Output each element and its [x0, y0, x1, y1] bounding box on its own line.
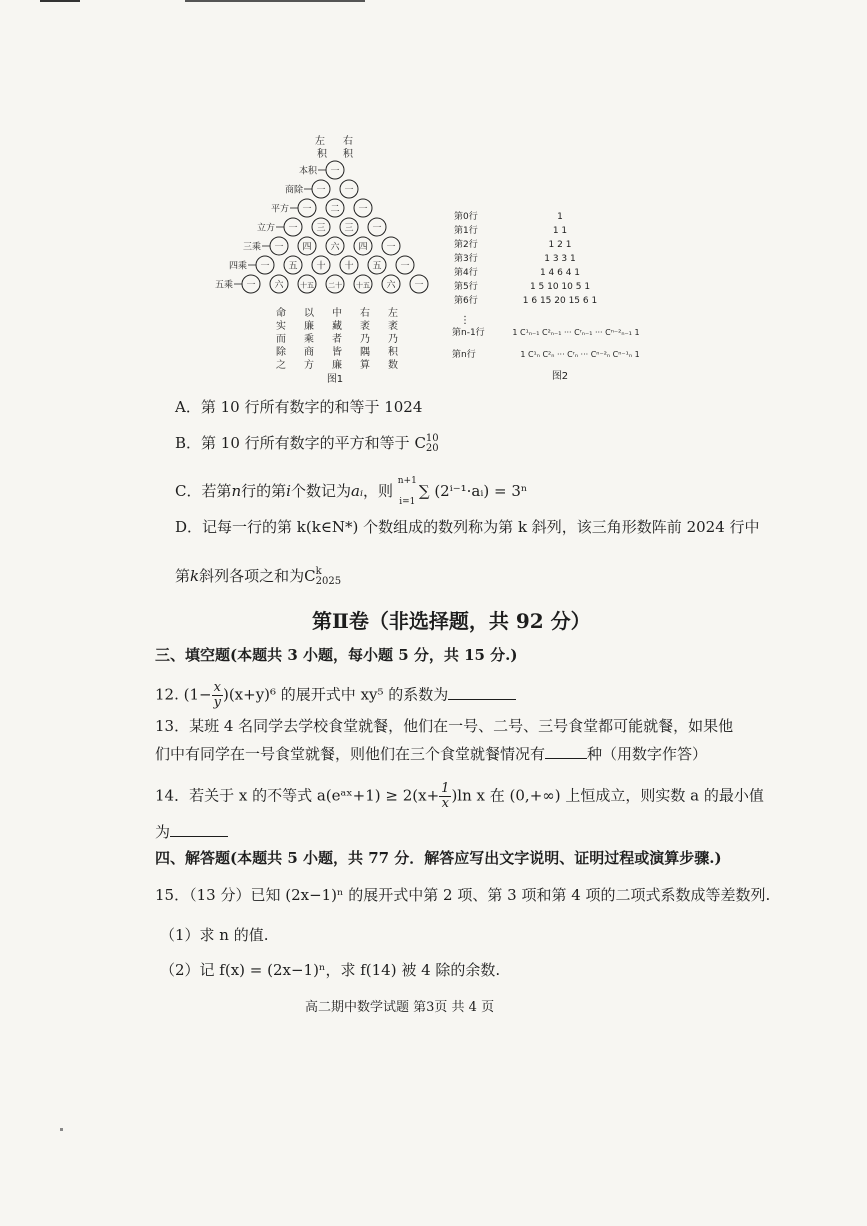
q13-text: 种（用数字作答）	[587, 745, 708, 763]
fig1-node-label: 六	[386, 280, 396, 291]
fig1-bottom-text: 实	[276, 321, 286, 332]
fig1-bottom-text: 乃	[360, 334, 370, 345]
q14-text: 为	[155, 823, 171, 841]
fig1-row-label: 三乘	[242, 242, 261, 253]
fig1-row-label: 四乘	[228, 261, 247, 272]
var-k: k	[190, 567, 200, 585]
q12-text: )(x+y)⁶ 的展开式中 xy⁵ 的系数为	[222, 685, 449, 704]
fig1-bottom-text: 皆	[332, 347, 342, 358]
option-d-line2	[175, 566, 341, 587]
fig1-bottom-text: 之	[276, 360, 286, 371]
section-2-title: 第Ⅱ卷（非选择题，共 92 分）	[312, 609, 591, 633]
fig1-row-label: 本积	[298, 166, 317, 177]
fig1-row-label: 五乘	[214, 280, 233, 291]
fig1-node-label: 四	[358, 242, 368, 253]
option-a: A．第 10 行所有数字的和等于 1024	[175, 398, 423, 416]
fig2-row-label: 第5行	[454, 282, 478, 292]
fig1-top-label: 积	[317, 149, 327, 160]
question-14-line2	[155, 822, 228, 842]
fig1-bottom-text: 算	[360, 360, 370, 371]
fig2-row-values: 1 C¹ₙ C²ₙ ··· Cʳₙ ··· Cⁿ⁻²ₙ Cⁿ⁻¹ₙ 1	[520, 350, 640, 359]
question-12	[155, 681, 516, 710]
fig1-node-label: 五	[372, 261, 382, 272]
fig1-node-label: 六	[274, 280, 284, 291]
fig1-node-label: 十五	[300, 281, 314, 290]
q13-text: 们中有同学在一号食堂就餐，则他们在三个食堂就餐情况有	[155, 745, 546, 763]
figure-2-pascal-table	[448, 205, 688, 385]
fraction-numerator: x	[212, 681, 223, 696]
fraction-numerator: 1	[441, 781, 450, 796]
fig1-node-label: 六	[330, 242, 340, 253]
fig1-bottom-text: 袤	[360, 321, 370, 332]
fig2-row-label: 第n-1行	[452, 328, 485, 338]
part-3-heading: 三、填空题(本题共 3 小题，每小题 5 分，共 15 分.)	[155, 646, 518, 664]
fig1-bottom-text: 方	[304, 360, 314, 371]
fig2-row-values: 1 1	[552, 226, 568, 236]
fig1-bottom-text: 除	[276, 347, 286, 358]
fig1-node-label: 十	[316, 261, 326, 272]
fig1-bottom-text: 乘	[304, 334, 314, 345]
fig2-caption: 图2	[551, 371, 569, 382]
fig1-bottom-text: 藏	[332, 321, 342, 332]
option-c	[175, 477, 527, 507]
fig2-row-label: 第4行	[454, 268, 478, 278]
top-rule	[185, 0, 365, 2]
var-i: i	[286, 482, 291, 500]
fig1-row-label: 平方	[270, 204, 289, 215]
fig1-bottom-text: 以	[304, 308, 314, 319]
fig1-node-label: 一	[414, 280, 424, 291]
fig1-node-label: 三	[316, 223, 326, 234]
fig2-row-values: 1 4 6 4 1	[539, 268, 581, 278]
q14-fraction	[439, 782, 451, 811]
fig2-row-label: 第3行	[454, 254, 478, 264]
option-c-text: 个数记为	[290, 482, 351, 500]
fig1-top-label: 右	[343, 136, 353, 147]
question-13-line2	[155, 744, 707, 764]
option-d-text: 斜列各项之和为	[199, 567, 305, 585]
question-15-part-1: （1）求 n 的值.	[160, 926, 269, 944]
fig1-bottom-text: 商	[304, 347, 314, 358]
sum-upper: n+1	[397, 476, 417, 486]
fig1-node-label: 五	[288, 261, 298, 272]
q14-text: )ln x 在 (0,+∞) 上恒成立，则实数 a 的最小值	[451, 786, 764, 805]
fig1-top-label: 左	[315, 136, 325, 147]
var-n: n	[231, 482, 242, 500]
option-d-text: 第	[175, 567, 191, 585]
fig1-node-label: 一	[288, 223, 298, 234]
fig2-row-values: 1 5 10 10 5 1	[529, 282, 591, 292]
fig1-node-label: 一	[344, 185, 354, 196]
fig2-row-label: 第6行	[454, 296, 478, 306]
option-b	[175, 433, 439, 454]
sum-expression: ∑ (2ⁱ⁻¹·aᵢ) = 3ⁿ	[418, 482, 528, 500]
fraction-denominator: x	[441, 796, 449, 811]
fig1-node-label: 一	[260, 261, 270, 272]
fig1-bottom-text: 袤	[388, 321, 398, 332]
fig1-bottom-text: 隅	[360, 347, 370, 358]
fig2-row-label: 第0行	[454, 212, 478, 222]
part-4-heading: 四、解答题(本题共 5 小题，共 77 分．解答应写出文字说明、证明过程或演算步骤.)	[155, 849, 722, 867]
fig2-row-values: 1 3 3 1	[544, 254, 576, 264]
fig2-row-label: 第1行	[454, 226, 478, 236]
option-c-text: C．若第	[175, 482, 232, 500]
fraction-denominator: y	[213, 695, 221, 710]
fig2-row-values: 1 C¹ₙ₋₁ C²ₙ₋₁ ··· Cʳₙ₋₁ ··· Cⁿ⁻²ₙ₋₁ 1	[512, 328, 640, 337]
fig1-node-label: 一	[386, 242, 396, 253]
question-number: 12.	[155, 685, 179, 704]
binom-sup: 10	[425, 433, 439, 444]
fig1-top-label: 积	[343, 149, 353, 160]
binom-sub: 2025	[315, 576, 342, 587]
fig1-bottom-text: 而	[276, 334, 286, 345]
fig1-bottom-text: 积	[388, 347, 398, 358]
fig1-bottom-text: 中	[332, 308, 342, 319]
fig1-node-label: 十	[344, 261, 354, 272]
binom-sup: k	[315, 566, 322, 577]
fig1-bottom-text: 数	[388, 360, 398, 371]
question-14	[155, 782, 764, 811]
fig1-row-label: 商除	[284, 185, 303, 196]
fig2-ellipsis: ⋮	[460, 315, 470, 326]
fig1-node-label: 三	[344, 223, 354, 234]
figure-1-yang-hui-triangle	[214, 130, 435, 385]
page-footer: 高二期中数学试题 第3页 共 4 页	[305, 1000, 495, 1015]
answer-blank[interactable]	[545, 744, 587, 759]
question-13-line1: 13．某班 4 名同学去学校食堂就餐，他们在一号、二号、三号食堂都可能就餐，如果他	[155, 717, 734, 735]
fig1-node-label: 一	[302, 204, 312, 215]
answer-blank[interactable]	[170, 822, 228, 837]
option-c-text: 行的第	[241, 482, 287, 500]
fig1-bottom-text: 右	[360, 308, 370, 319]
fig1-node-label: 二	[330, 204, 340, 215]
q12-expr: (1−	[183, 685, 212, 704]
scan-mark	[60, 1128, 63, 1131]
fig2-row-label: 第2行	[454, 240, 478, 250]
option-c-text: ，则	[362, 482, 393, 500]
q14-text: 14．若关于 x 的不等式 a(eᵃˣ+1) ≥ 2(x+	[155, 786, 440, 805]
fig1-caption: 图1	[326, 374, 344, 385]
fig1-node-label: 十五	[356, 281, 370, 290]
fig1-node-label: 二十	[328, 281, 342, 290]
fig1-node-label: 一	[330, 166, 340, 177]
sum-limits	[398, 477, 417, 507]
answer-blank[interactable]	[448, 685, 516, 700]
fig1-bottom-text: 左	[388, 308, 398, 319]
fig2-row-label: 第n行	[452, 350, 476, 360]
fig2-row-values: 1	[557, 212, 563, 222]
fig1-node-label: 一	[316, 185, 326, 196]
fig1-node-label: 四	[302, 242, 312, 253]
question-15-part-2: （2）记 f(x) = (2x−1)ⁿ，求 f(14) 被 4 除的余数.	[160, 961, 501, 979]
fig1-row-label: 立方	[256, 223, 275, 234]
fig1-node-label: 一	[400, 261, 410, 272]
fig1-node-label: 一	[246, 280, 256, 291]
option-b-text: B．第 10 行所有数字的平方和等于	[175, 434, 410, 452]
binom-c: C	[414, 434, 426, 452]
q12-fraction	[212, 681, 223, 710]
question-15: 15．（13 分）已知 (2x−1)ⁿ 的展开式中第 2 项、第 3 项和第 4 项的二项式系数成等差数列.	[155, 886, 771, 904]
var-ai: aᵢ	[351, 482, 363, 500]
fig1-node-label: 一	[358, 204, 368, 215]
fig1-node-label: 一	[274, 242, 284, 253]
fig2-row-values: 1 2 1	[548, 240, 572, 250]
binom-sub: 20	[425, 443, 439, 454]
sum-lower: i=1	[399, 497, 416, 507]
fig1-bottom-text: 廉	[332, 360, 342, 371]
fig1-bottom-text: 命	[276, 308, 286, 319]
fig1-bottom-text: 乃	[388, 334, 398, 345]
fig1-node-label: 一	[372, 223, 382, 234]
fig2-row-values: 1 6 15 20 15 6 1	[522, 296, 598, 306]
binom-c: C	[304, 567, 316, 585]
option-d-line1: D．记每一行的第 k(k∈N*) 个数组成的数列称为第 k 斜列，该三角形数阵前 2024 行中	[175, 518, 760, 536]
top-rule	[40, 0, 80, 2]
option-b-math	[414, 434, 438, 452]
fig1-bottom-text: 廉	[304, 321, 314, 332]
fig1-bottom-text: 者	[332, 334, 342, 345]
